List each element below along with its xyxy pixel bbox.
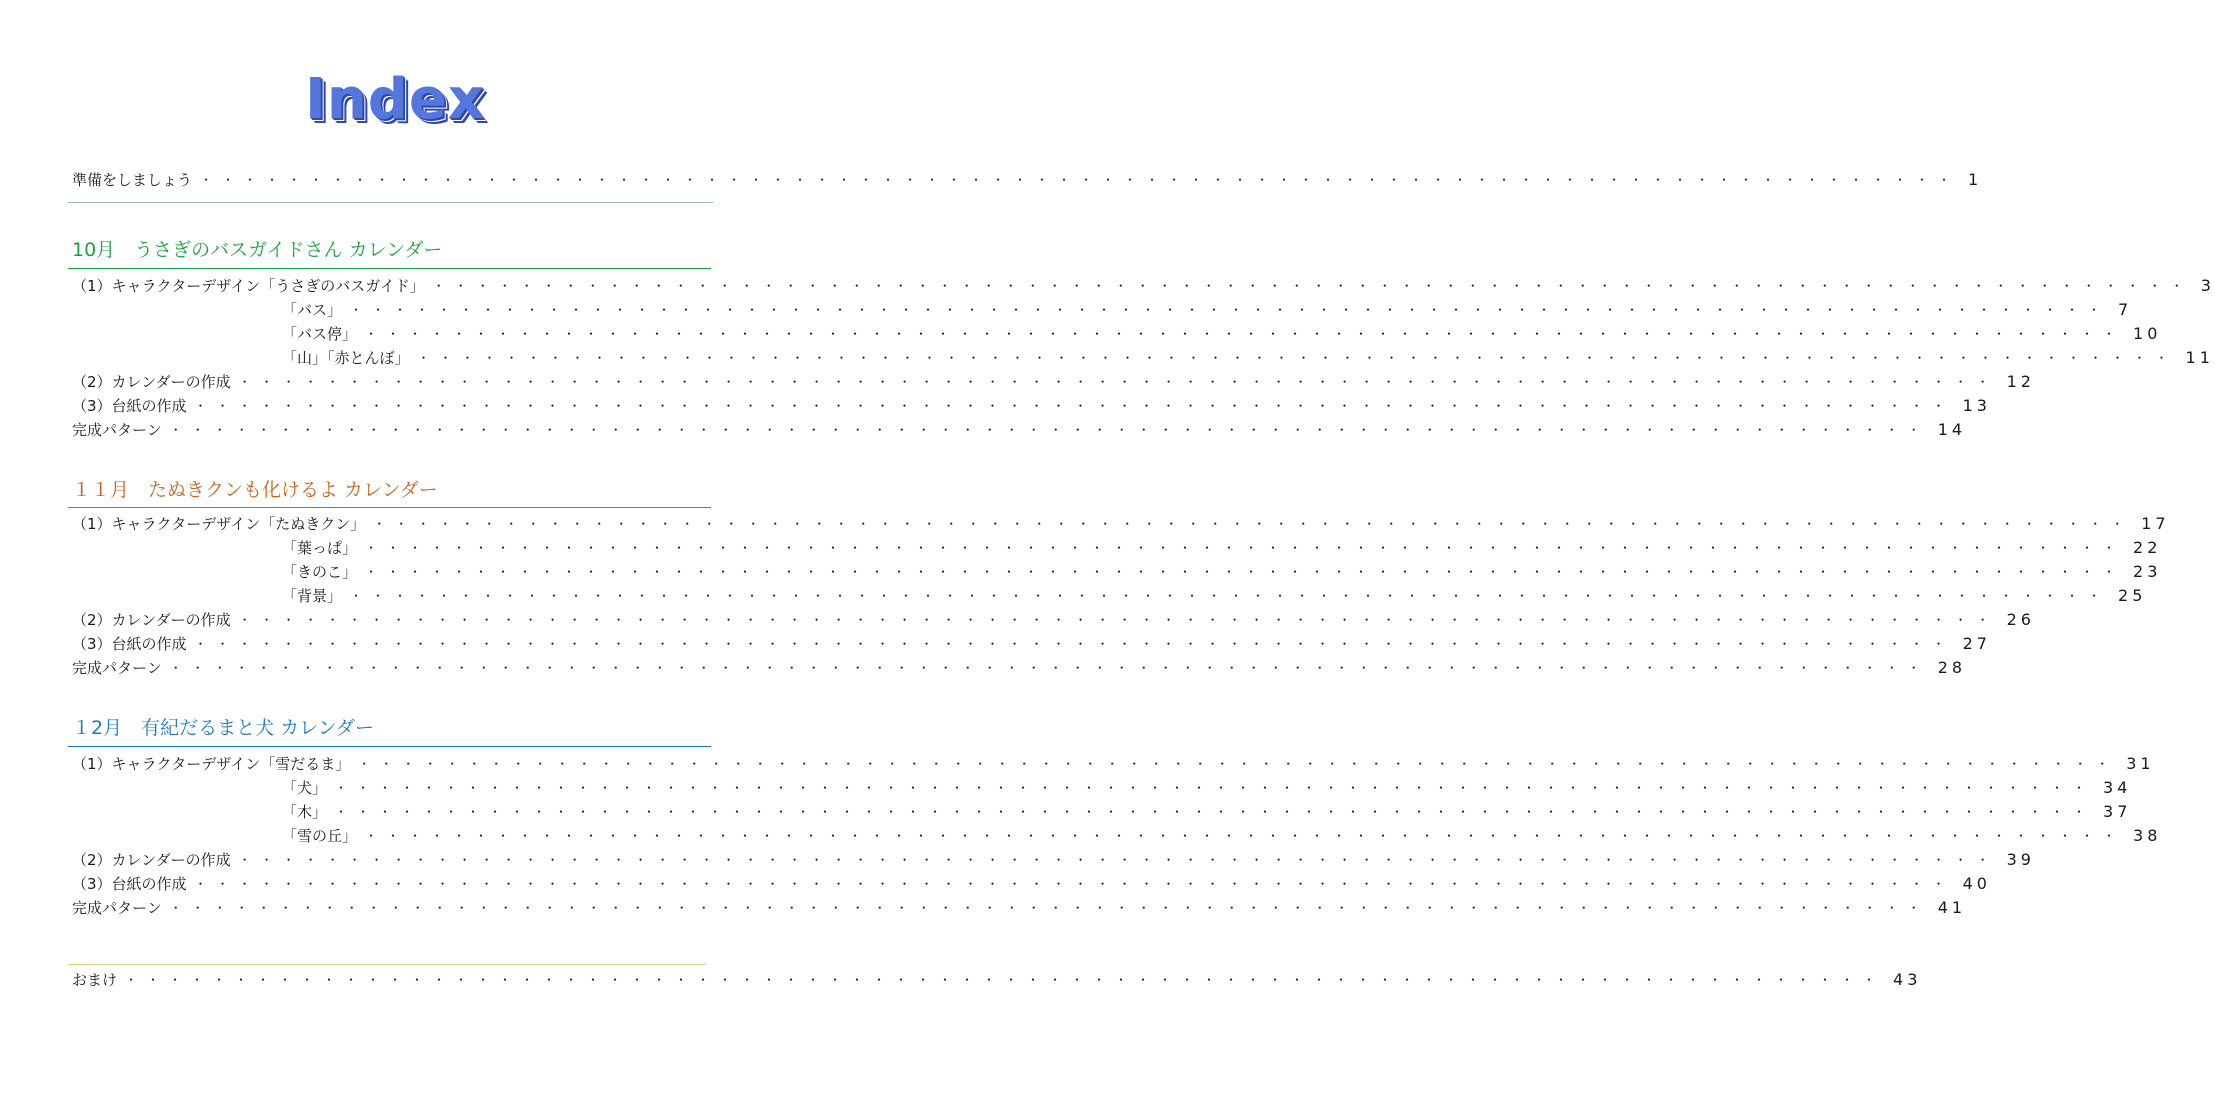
toc-entry-label: 完成パターン [72,421,162,439]
leader-dots: ・・・・・・・・・・・・・・・・・・・・・・・・・・・・・・・・・・・・・・・・・・・・・・・・・・・・・・・・・・・・・・・・・・・・・・・・・・・・・・・・ [238,613,1999,627]
toc-entry-page: 25 [2118,586,2147,605]
leader-dots: ・・・・・・・・・・・・・・・・・・・・・・・・・・・・・・・・・・・・・・・・・・・・・・・・・・・・・・・・・・・・・・・・・・・・・・・・・・・・・・・・ [417,351,2178,365]
toc-entry[interactable] [72,752,2155,776]
toc-entry[interactable] [282,298,2133,322]
toc-entry-page: 14 [1937,420,1967,439]
toc-entry-label: （1）キャラクターデザイン「たぬきクン」 [72,515,366,533]
toc-entry[interactable] [282,824,2162,848]
toc-entry-page: 28 [1937,658,1967,677]
toc-entry-label: 「犬」 [282,779,328,797]
leader-dots: ・・・・・・・・・・・・・・・・・・・・・・・・・・・・・・・・・・・・・・・・・・・・・・・・・・・・・・・・・・・・・・・・・・・・・・・・・・・・・・・・ [365,541,2126,555]
toc-entry-label: おまけ [72,971,118,989]
toc-entry-label: （2）カレンダーの作成 [72,851,231,869]
toc-entry-page: 23 [2133,562,2162,581]
leader-dots: ・・・・・・・・・・・・・・・・・・・・・・・・・・・・・・・・・・・・・・・・・・・・・・・・・・・・・・・・・・・・・・・・・・・・・・・・・・・・・・・・ [365,327,2126,341]
toc-entry[interactable] [72,394,1991,418]
toc-entry-page: 41 [1937,898,1967,917]
leader-dots: ・・・・・・・・・・・・・・・・・・・・・・・・・・・・・・・・・・・・・・・・・・・・・・・・・・・・・・・・・・・・・・・・・・・・・・・・・・・・・・・・ [169,901,1930,915]
toc-entry-label: （1）キャラクターデザイン「雪だるま」 [72,755,351,773]
toc-entry-page: 39 [2006,850,2035,869]
toc-entry-label: （3）台紙の作成 [72,397,187,415]
toc-entry[interactable] [282,800,2132,824]
toc-entry-label: （2）カレンダーの作成 [72,373,231,391]
toc-entry-page: 34 [2103,778,2132,797]
toc-entry[interactable] [72,370,2035,394]
omake-rule [68,964,706,965]
leader-dots: ・・・・・・・・・・・・・・・・・・・・・・・・・・・・・・・・・・・・・・・・・・・・・・・・・・・・・・・・・・・・・・・・・・・・・・・・・・・・・・・・ [200,173,1961,187]
leader-dots: ・・・・・・・・・・・・・・・・・・・・・・・・・・・・・・・・・・・・・・・・・・・・・・・・・・・・・・・・・・・・・・・・・・・・・・・・・・・・・・・・ [125,973,1886,987]
toc-entry-label: 「木」 [282,803,328,821]
leader-dots: ・・・・・・・・・・・・・・・・・・・・・・・・・・・・・・・・・・・・・・・・・・・・・・・・・・・・・・・・・・・・・・・・・・・・・・・・・・・・・・・・ [358,757,2119,771]
leader-dots: ・・・・・・・・・・・・・・・・・・・・・・・・・・・・・・・・・・・・・・・・・・・・・・・・・・・・・・・・・・・・・・・・・・・・・・・・・・・・・・・・ [238,375,1999,389]
leader-dots: ・・・・・・・・・・・・・・・・・・・・・・・・・・・・・・・・・・・・・・・・・・・・・・・・・・・・・・・・・・・・・・・・・・・・・・・・・・・・・・・・ [169,423,1930,437]
index-title: Index [305,67,485,132]
toc-entry[interactable] [72,608,2035,632]
toc-entry[interactable] [72,632,1991,656]
toc-entry-label: 完成パターン [72,899,162,917]
toc-entry-label: （1）キャラクターデザイン「うさぎのバスガイド」 [72,277,425,295]
section-rule-november [68,507,711,508]
toc-entry-label: 「背景」 [282,587,343,605]
toc-entry[interactable] [72,848,2035,872]
leader-dots: ・・・・・・・・・・・・・・・・・・・・・・・・・・・・・・・・・・・・・・・・・・・・・・・・・・・・・・・・・・・・・・・・・・・・・・・・・・・・・・・・ [194,637,1955,651]
section-heading-december: １2月 有紀だるまと犬 カレンダー [72,717,374,739]
toc-entry-page: 13 [1962,396,1991,415]
toc-entry-page: 11 [2185,348,2214,367]
toc-entry-page: 31 [2126,754,2155,773]
leader-dots: ・・・・・・・・・・・・・・・・・・・・・・・・・・・・・・・・・・・・・・・・・・・・・・・・・・・・・・・・・・・・・・・・・・・・・・・・・・・・・・・・ [194,877,1955,891]
toc-entry[interactable] [282,346,2214,370]
section-rule-december [68,746,711,747]
toc-entry[interactable] [72,274,2215,298]
toc-entry-page: 7 [2118,300,2133,319]
toc-entry[interactable] [72,512,2170,536]
toc-entry-page: 22 [2133,538,2162,557]
toc-entry-page: 37 [2103,802,2132,821]
toc-entry-page: 43 [1893,970,1922,989]
leader-dots: ・・・・・・・・・・・・・・・・・・・・・・・・・・・・・・・・・・・・・・・・・・・・・・・・・・・・・・・・・・・・・・・・・・・・・・・・・・・・・・・・ [350,589,2111,603]
toc-entry-page: 26 [2006,610,2035,629]
intro-rule [68,202,713,203]
leader-dots: ・・・・・・・・・・・・・・・・・・・・・・・・・・・・・・・・・・・・・・・・・・・・・・・・・・・・・・・・・・・・・・・・・・・・・・・・・・・・・・・・ [169,661,1930,675]
section-heading-october: 10月 うさぎのバスガイドさん カレンダー [72,239,443,261]
leader-dots: ・・・・・・・・・・・・・・・・・・・・・・・・・・・・・・・・・・・・・・・・・・・・・・・・・・・・・・・・・・・・・・・・・・・・・・・・・・・・・・・・ [365,565,2126,579]
toc-entry[interactable] [282,322,2162,346]
toc-entry-label: 準備をしましょう [72,171,193,189]
leader-dots: ・・・・・・・・・・・・・・・・・・・・・・・・・・・・・・・・・・・・・・・・・・・・・・・・・・・・・・・・・・・・・・・・・・・・・・・・・・・・・・・・ [350,303,2111,317]
toc-entry[interactable] [282,536,2162,560]
leader-dots: ・・・・・・・・・・・・・・・・・・・・・・・・・・・・・・・・・・・・・・・・・・・・・・・・・・・・・・・・・・・・・・・・・・・・・・・・・・・・・・・・ [335,805,2096,819]
toc-entry[interactable] [282,776,2132,800]
toc-entry-label: （2）カレンダーの作成 [72,611,231,629]
leader-dots: ・・・・・・・・・・・・・・・・・・・・・・・・・・・・・・・・・・・・・・・・・・・・・・・・・・・・・・・・・・・・・・・・・・・・・・・・・・・・・・・・ [194,399,1955,413]
toc-entry-label: 完成パターン [72,659,162,677]
toc-entry-label: 「バス停」 [282,325,358,343]
toc-entry[interactable] [72,418,1967,442]
toc-entry-page: 27 [1962,634,1991,653]
section-rule-october [68,268,711,269]
toc-entry-label: 「葉っぱ」 [282,539,358,557]
toc-entry-intro[interactable] [72,168,1983,192]
toc-entry-label: 「きのこ」 [282,563,358,581]
toc-entry-label: （3）台紙の作成 [72,875,187,893]
toc-entry[interactable] [282,584,2147,608]
toc-entry[interactable] [72,896,1967,920]
toc-entry-label: 「山」「赤とんぼ」 [282,349,410,367]
toc-entry-omake[interactable] [72,968,1922,992]
toc-entry-label: 「バス」 [282,301,343,319]
toc-entry[interactable] [282,560,2162,584]
toc-entry-page: 12 [2006,372,2035,391]
leader-dots: ・・・・・・・・・・・・・・・・・・・・・・・・・・・・・・・・・・・・・・・・・・・・・・・・・・・・・・・・・・・・・・・・・・・・・・・・・・・・・・・・ [238,853,1999,867]
section-heading-november: １１月 たぬきクンも化けるよ カレンダー [72,479,438,501]
toc-entry-page: 10 [2133,324,2162,343]
leader-dots: ・・・・・・・・・・・・・・・・・・・・・・・・・・・・・・・・・・・・・・・・・・・・・・・・・・・・・・・・・・・・・・・・・・・・・・・・・・・・・・・・ [335,781,2096,795]
toc-entry-page: 3 [2200,276,2215,295]
toc-entry-label: （3）台紙の作成 [72,635,187,653]
toc-entry-page: 17 [2141,514,2170,533]
toc-entry-label: 「雪の丘」 [282,827,358,845]
leader-dots: ・・・・・・・・・・・・・・・・・・・・・・・・・・・・・・・・・・・・・・・・・・・・・・・・・・・・・・・・・・・・・・・・・・・・・・・・・・・・・・・・ [373,517,2134,531]
toc-entry-page: 1 [1968,170,1983,189]
toc-entry[interactable] [72,656,1967,680]
toc-entry-page: 40 [1962,874,1991,893]
leader-dots: ・・・・・・・・・・・・・・・・・・・・・・・・・・・・・・・・・・・・・・・・・・・・・・・・・・・・・・・・・・・・・・・・・・・・・・・・・・・・・・・・ [365,829,2126,843]
toc-entry[interactable] [72,872,1991,896]
leader-dots: ・・・・・・・・・・・・・・・・・・・・・・・・・・・・・・・・・・・・・・・・・・・・・・・・・・・・・・・・・・・・・・・・・・・・・・・・・・・・・・・・ [432,279,2193,293]
toc-entry-page: 38 [2133,826,2162,845]
